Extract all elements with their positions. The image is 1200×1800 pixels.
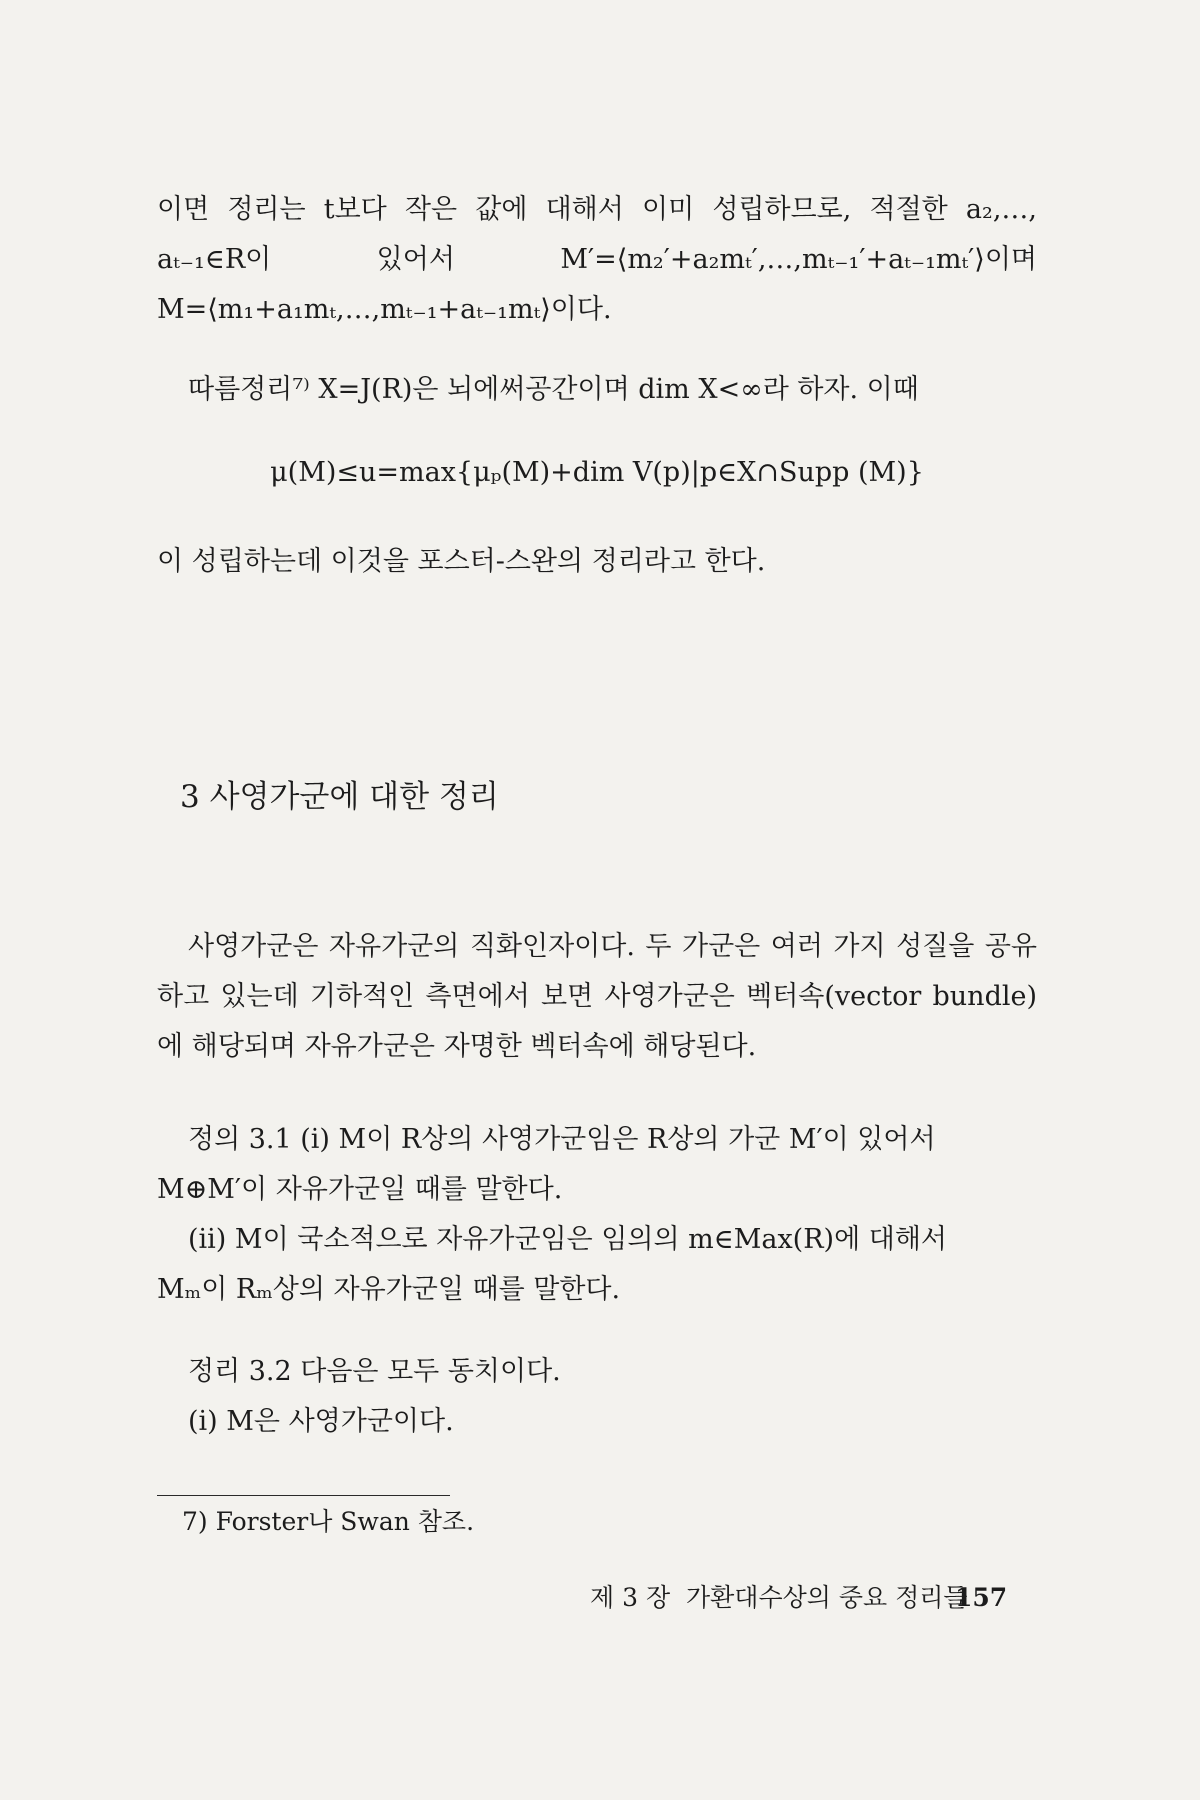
formula-forster-swan: μ(M)≤u=max{μₚ(M)+dim V(p)|p∈X∩Supp (M)} xyxy=(270,457,924,488)
definition-3-1-line: Mₘ이 Rₘ상의 자유가군일 때를 말한다. xyxy=(157,1274,621,1305)
definition-3-1-line: 정의 3.1 (i) M이 R상의 사영가군임은 R상의 가군 M′이 있어서 xyxy=(188,1124,936,1155)
paragraph-proof-continuation: 이면 정리는 t보다 작은 값에 대해서 이미 성립하므로, 적절한 a₂,…, aₜ₋₁∈R이 있어서 M′=⟨m₂′+a₂mₜ′,…,mₜ₋₁′+aₜ₋₁mₜ′⟩이며 M=⟨m₁+a₁mₜ,…,mₜ₋₁+aₜ₋₁mₜ⟩이다. xyxy=(157,194,1037,325)
theorem-3-2 xyxy=(157,1347,1037,1447)
definition-3-1-line: (ii) M이 국소적으로 자유가군임은 임의의 m∈Max(R)에 대해서 xyxy=(188,1224,947,1255)
paragraph-corollary: 따름정리⁷⁾ X=J(R)은 뇌에써공간이며 dim X<∞라 하자. 이때 xyxy=(188,374,919,405)
page-number: 157 xyxy=(955,1583,1008,1612)
paragraph-forster-swan-theorem: 이 성립하는데 이것을 포스터-스완의 정리라고 한다. xyxy=(157,546,766,577)
definition-3-1 xyxy=(157,1115,1037,1315)
footnote: 7) Forster나 Swan 참조. xyxy=(182,1507,475,1536)
footnote-divider xyxy=(157,1495,450,1496)
theorem-3-2-line: 정리 3.2 다음은 모두 동치이다. xyxy=(188,1356,561,1387)
running-footer: 제 3 장 가환대수상의 중요 정리들 xyxy=(590,1583,968,1612)
section-heading: 3 사영가군에 대한 정리 xyxy=(180,779,499,815)
theorem-3-2-line: (i) M은 사영가군이다. xyxy=(188,1406,454,1437)
paragraph-projective-modules: 사영가군은 자유가군의 직화인자이다. 두 가군은 여러 가지 성질을 공유하고 있는데 기하적인 측면에서 보면 사영가군은 벡터속(vector bundle)에 해당되며 자유가군은 자명한 벡터속에 해당된다. xyxy=(157,931,1037,1062)
definition-3-1-line: M⊕M′이 자유가군일 때를 말한다. xyxy=(157,1174,563,1205)
